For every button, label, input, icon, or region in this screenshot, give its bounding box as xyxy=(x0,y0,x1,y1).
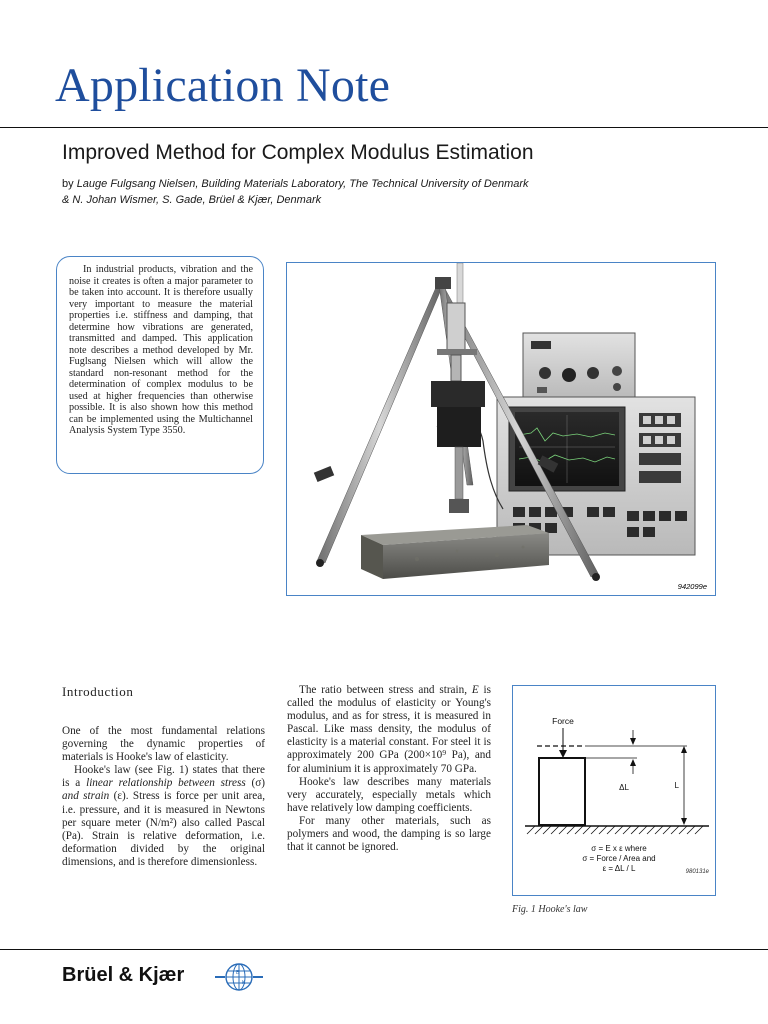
delta-l-label: ΔL xyxy=(619,783,629,792)
logo-letter: B xyxy=(236,970,240,976)
text-run: linear relationship between stress xyxy=(86,777,246,790)
ground-hatching xyxy=(527,826,703,834)
text-run: (σ) xyxy=(245,777,265,790)
hookes-law-diagram xyxy=(513,686,715,895)
equation-line-1: σ = E x ε where xyxy=(591,844,647,853)
figure-caption: Fig. 1 Hooke's law xyxy=(512,904,588,915)
text-run: (ε). Stress is force per unit area, i.e. pressure, and it is measured in Newtons per square meter (N/m²) also called Pascal (Pa). Strain is relative deformation, i.e. deformation divided by the original dimensions, and is therefore dimensionless. xyxy=(62,790,265,868)
byline-authors-2: & N. Johan Wismer, S. Gade, Brüel & Kjær, Denmark xyxy=(62,194,322,206)
figure-tag: 980131e xyxy=(685,869,709,875)
force-label: Force xyxy=(552,716,574,726)
specimen-block xyxy=(539,758,585,825)
dimension-arrowhead xyxy=(630,759,636,766)
equipment-illustration xyxy=(287,263,715,595)
byline xyxy=(62,176,752,208)
brand-name: Brüel & Kjær xyxy=(62,964,185,986)
header-rule xyxy=(0,127,768,128)
dimension-arrowhead xyxy=(681,818,687,825)
hookes-law-figure xyxy=(512,685,716,896)
abstract-text: In industrial products, vibration and the noise it creates is often a major parameter to be taken into account. It is therefore usually very important to measure the material properties i.e. stiffness and damping, that determine how vibrations are generated, transmitted and damped. This application note describes a method developed by Mr. Fuglsang Nielsen which will allow the standard non-resonant method for the determination of complex modulus to be used at higher frequencies than otherwise possible. It is also shown how this method can be implemented using the Multichannel Analysis System Type 3550. xyxy=(69,264,253,436)
brand-globe-logo xyxy=(213,962,265,997)
paragraph: Hooke's law describes many materials very accurately, especially metals which have relatively low damping coefficients. xyxy=(287,775,491,814)
equation-line-3: ε = ΔL / L xyxy=(602,864,636,873)
section-heading: Introduction xyxy=(62,684,134,699)
logo-letter: K xyxy=(242,980,246,986)
document-type-title: Application Note xyxy=(55,59,391,112)
column-2 xyxy=(287,684,491,854)
text-run: Hooke's law (see Fig. 1) states that there is a xyxy=(62,764,265,790)
equipment-photo xyxy=(286,262,716,596)
photo-tag: 942099e xyxy=(677,582,707,591)
equation-line-2: σ = Force / Area and xyxy=(582,854,656,863)
globe-logo-graphic xyxy=(213,962,265,992)
paragraph: One of the most fundamental relations governing the dynamic properties of materials is Hooke's law of elasticity. xyxy=(62,725,265,764)
paragraph: For many other materials, such as polymers and wood, the damping is so large that it cannot be ignored. xyxy=(287,814,491,854)
abstract-box xyxy=(56,256,264,474)
text-run: E xyxy=(471,684,479,696)
paragraph xyxy=(287,684,491,776)
text-run: is called the modulus of elasticity or Young's modulus, and as for stress, it is measured in Pascal. Like mass density, the modulus of elasticity is a material constant. For steel it is approximately 200 GPa (200×10⁹ Pa), and for aluminium it is approximately 70 GPa. xyxy=(287,684,491,775)
footer-rule xyxy=(0,949,768,950)
l-label: L xyxy=(674,781,679,790)
column-1 xyxy=(62,725,265,869)
paragraph xyxy=(62,764,265,869)
byline-authors-1: Lauge Fulgsang Nielsen, Building Materials Laboratory, The Technical University of Denmark xyxy=(76,178,529,190)
signal-generator-box xyxy=(523,333,635,399)
dimension-arrowhead xyxy=(630,738,636,745)
dimension-arrowhead xyxy=(681,746,687,753)
text-run: and strain xyxy=(62,790,110,803)
text-run: The ratio between stress and strain, xyxy=(299,684,472,696)
byline-prefix: by xyxy=(62,178,74,190)
force-arrowhead xyxy=(559,750,567,758)
article-title: Improved Method for Complex Modulus Estimation xyxy=(62,141,534,164)
